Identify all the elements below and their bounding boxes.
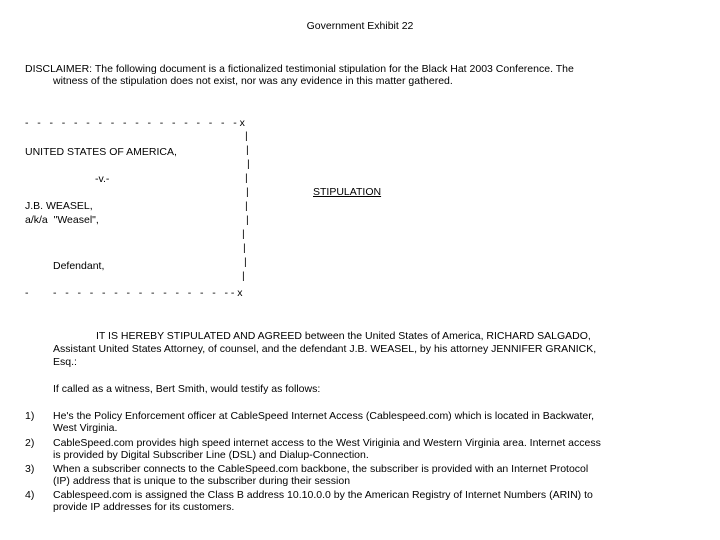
versus-label: -v.- — [95, 173, 110, 185]
item-number: 4) — [25, 489, 35, 501]
caption-bottom-rule-right: - - - - - - - - - - - - - - - - x — [53, 287, 243, 299]
exhibit-title: Government Exhibit 22 — [306, 20, 414, 32]
intro-line-3: Esq.: — [53, 356, 77, 368]
item-text-line: When a subscriber connects to the CableSpeed.com backbone, the subscriber is provided with an Internet Protocol — [53, 463, 589, 475]
caption-bar: | — [246, 186, 249, 198]
item-text-line: provide IP addresses for its customers. — [53, 501, 235, 513]
item-text-line: CableSpeed.com provides high speed internet access to the West Viriginia and Western Virginia area. Internet access — [53, 437, 601, 449]
caption-bottom-rule-left: - — [25, 287, 29, 299]
caption-bar: | — [246, 214, 249, 226]
stipulation-heading: STIPULATION — [313, 186, 382, 198]
plaintiff-name: UNITED STATES OF AMERICA, — [25, 146, 177, 158]
defendant-alias: a/k/a "Weasel", — [25, 214, 99, 226]
caption-bar: | — [246, 144, 249, 156]
witness-line: If called as a witness, Bert Smith, would testify as follows: — [53, 383, 321, 395]
disclaimer-line-2: witness of the stipulation does not exist, nor was any evidence in this matter gathered. — [53, 75, 453, 87]
caption-bar: | — [243, 242, 246, 254]
item-text-line: Cablespeed.com is assigned the Class B address 10.10.0.0 by the American Registry of Internet Numbers (ARIN) to — [53, 489, 593, 501]
caption-bar: | — [245, 130, 248, 142]
caption-bar: | — [245, 200, 248, 212]
intro-line-2: Assistant United States Attorney, of counsel, and the defendant J.B. WEASEL, by his attorney JENNIFER GRANICK, — [53, 343, 597, 355]
defendant-name: J.B. WEASEL, — [25, 200, 93, 212]
caption-top-rule: - - - - - - - - - - - - - - - - - - x — [25, 117, 245, 129]
item-text-line: West Virginia. — [53, 422, 118, 434]
item-text-line: (IP) address that is unique to the subscriber during their session — [53, 475, 351, 487]
item-number: 2) — [25, 437, 35, 449]
disclaimer-line-1: DISCLAIMER: The following document is a fictionalized testimonial stipulation for the Black Hat 2003 Conference. The — [25, 63, 574, 75]
item-text-line: is provided by Digital Subscriber Line (DSL) and Dialup-Connection. — [53, 449, 369, 461]
defendant-label: Defendant, — [53, 260, 105, 272]
caption-bar: | — [247, 158, 250, 170]
intro-line-1: IT IS HEREBY STIPULATED AND AGREED between the United States of America, RICHARD SALGADO, — [96, 330, 591, 342]
item-number: 1) — [25, 410, 35, 422]
item-text-line: He's the Policy Enforcement officer at CableSpeed Internet Access (Cablespeed.com) which is located in Backwater, — [53, 410, 595, 422]
caption-bar: | — [242, 228, 245, 240]
caption-bar: | — [245, 172, 248, 184]
item-number: 3) — [25, 463, 35, 475]
caption-bar: | — [242, 270, 245, 282]
caption-bar: | — [244, 256, 247, 268]
